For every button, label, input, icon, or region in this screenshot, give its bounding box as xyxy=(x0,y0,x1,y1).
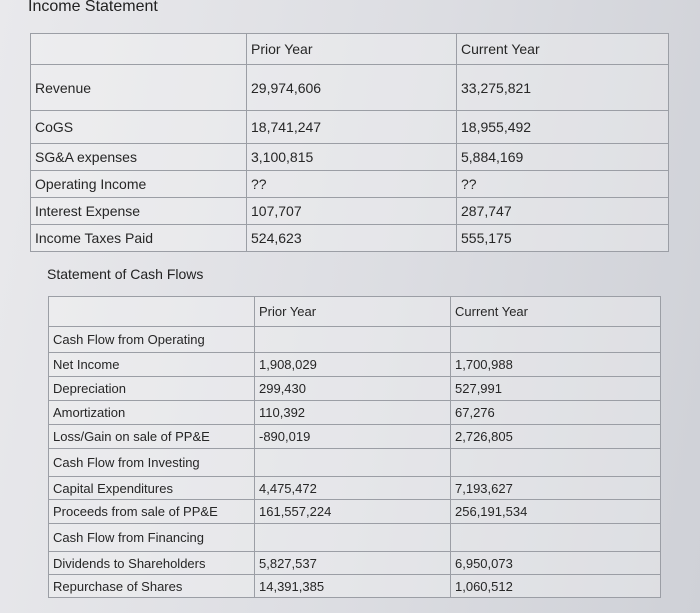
row-label: Capital Expenditures xyxy=(49,477,255,500)
table-row xyxy=(49,575,661,598)
prior-value: 107,707 xyxy=(247,198,457,225)
financing-heading: Cash Flow from Financing xyxy=(49,524,255,552)
table-row xyxy=(31,65,669,111)
table-header-row xyxy=(49,297,661,327)
row-label: Amortization xyxy=(49,401,255,425)
prior-value: 1,908,029 xyxy=(255,353,451,377)
current-value: 6,950,073 xyxy=(451,552,661,575)
current-value: 2,726,805 xyxy=(451,425,661,449)
table-header-row xyxy=(31,34,669,65)
table-row xyxy=(49,401,661,425)
table-row xyxy=(31,144,669,171)
section-heading-row xyxy=(49,327,661,353)
income-statement-title: Income Statement xyxy=(28,0,158,15)
row-label: Revenue xyxy=(31,65,247,111)
row-label: Interest Expense xyxy=(31,198,247,225)
operating-heading: Cash Flow from Operating xyxy=(49,327,255,353)
row-label: Dividends to Shareholders xyxy=(49,552,255,575)
section-heading-row xyxy=(49,449,661,477)
prior-value: 299,430 xyxy=(255,377,451,401)
table-row xyxy=(49,425,661,449)
prior-value: 110,392 xyxy=(255,401,451,425)
current-value: 33,275,821 xyxy=(457,65,669,111)
prior-value: 18,741,247 xyxy=(247,111,457,144)
current-value: 527,991 xyxy=(451,377,661,401)
row-label: Depreciation xyxy=(49,377,255,401)
current-value: 67,276 xyxy=(451,401,661,425)
investing-heading: Cash Flow from Investing xyxy=(49,449,255,477)
current-value: 18,955,492 xyxy=(457,111,669,144)
table-row xyxy=(49,377,661,401)
current-value: 256,191,534 xyxy=(451,500,661,524)
prior-value: 161,557,224 xyxy=(255,500,451,524)
table-row xyxy=(31,171,669,198)
current-value: 287,747 xyxy=(457,198,669,225)
row-label: Repurchase of Shares xyxy=(49,575,255,598)
prior-value: -890,019 xyxy=(255,425,451,449)
table-row xyxy=(49,353,661,377)
header-current-year: Current Year xyxy=(451,297,661,327)
prior-value: 4,475,472 xyxy=(255,477,451,500)
table-row xyxy=(49,552,661,575)
table-row xyxy=(49,477,661,500)
prior-value: 5,827,537 xyxy=(255,552,451,575)
current-value: ?? xyxy=(457,171,669,198)
cash-flows-table xyxy=(48,296,661,598)
cash-flows-title: Statement of Cash Flows xyxy=(47,266,204,282)
header-blank-cell xyxy=(49,297,255,327)
current-value: 7,193,627 xyxy=(451,477,661,500)
prior-value: ?? xyxy=(247,171,457,198)
current-value: 1,700,988 xyxy=(451,353,661,377)
row-label: Proceeds from sale of PP&E xyxy=(49,500,255,524)
table-row xyxy=(31,111,669,144)
current-value: 1,060,512 xyxy=(451,575,661,598)
row-label: Net Income xyxy=(49,353,255,377)
table-row xyxy=(49,500,661,524)
header-blank-cell xyxy=(31,34,247,65)
current-value: 5,884,169 xyxy=(457,144,669,171)
prior-value: 3,100,815 xyxy=(247,144,457,171)
table-row xyxy=(31,225,669,252)
row-label: SG&A expenses xyxy=(31,144,247,171)
row-label: CoGS xyxy=(31,111,247,144)
prior-value: 14,391,385 xyxy=(255,575,451,598)
current-value: 555,175 xyxy=(457,225,669,252)
prior-value: 524,623 xyxy=(247,225,457,252)
section-heading-row xyxy=(49,524,661,552)
prior-value: 29,974,606 xyxy=(247,65,457,111)
income-statement-table xyxy=(30,33,669,252)
row-label: Loss/Gain on sale of PP&E xyxy=(49,425,255,449)
header-prior-year: Prior Year xyxy=(255,297,451,327)
table-row xyxy=(31,198,669,225)
row-label: Operating Income xyxy=(31,171,247,198)
header-prior-year: Prior Year xyxy=(247,34,457,65)
header-current-year: Current Year xyxy=(457,34,669,65)
row-label: Income Taxes Paid xyxy=(31,225,247,252)
